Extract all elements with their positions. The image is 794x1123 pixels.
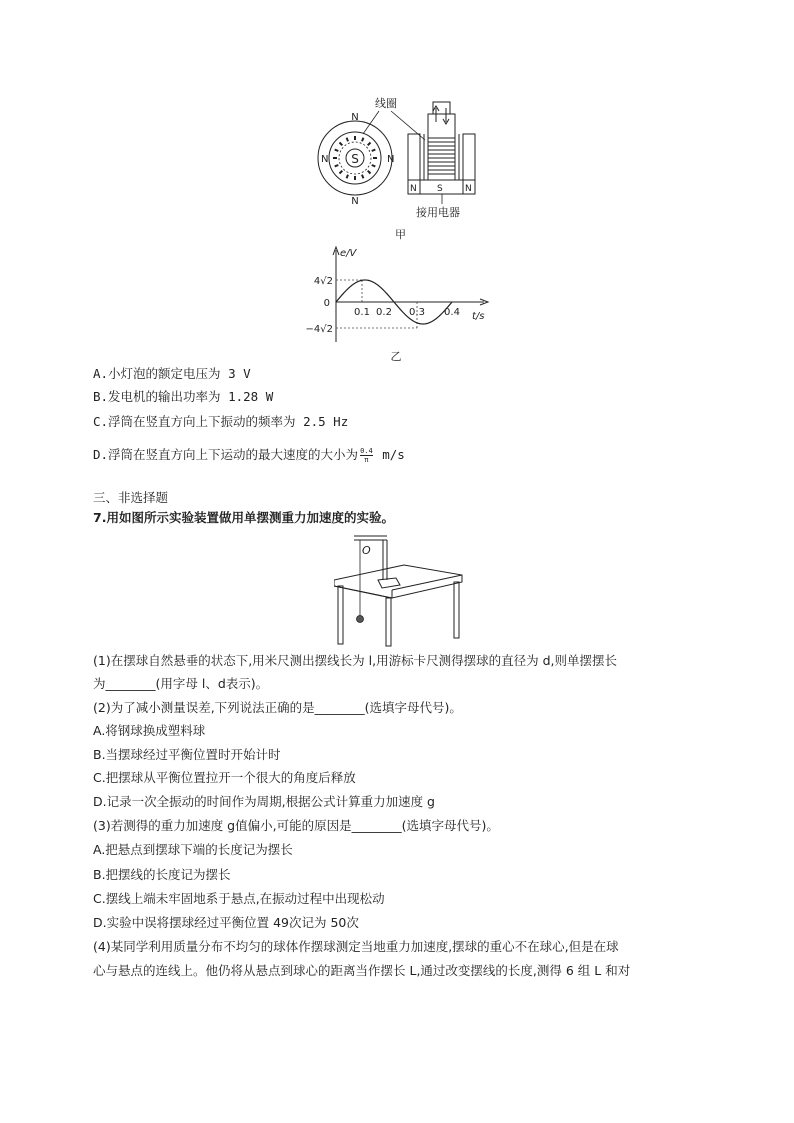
option-6-a: A.小灯泡的额定电压为 3 V (93, 366, 251, 381)
q7-part3-option-d: D.实验中误将摆球经过平衡位置 49次记为 50次 (93, 915, 359, 930)
y-axis-label: e/V (340, 248, 357, 259)
figure-jia (315, 92, 495, 242)
q7-part4-line2: 心与悬点的连线上。他仍将从悬点到球心的距离当作摆长 L,通过改变摆线的长度,测得 6 组 L 和对 (93, 963, 631, 978)
caption-jia: 甲 (395, 228, 406, 241)
y-max-label: 4√2 (313, 276, 333, 287)
q7-part3-option-a: A.把悬点到摆球下端的长度记为摆长 (93, 842, 293, 857)
q7-part3: (3)若测得的重力加速度 g值偏小,可能的原因是________(选填字母代号)。 (93, 818, 499, 833)
motion-arrows (433, 106, 449, 124)
x-tick-label: 0.2 (376, 307, 392, 318)
section-heading: 三、非选择题 (93, 490, 169, 505)
option-6-d-fraction (360, 447, 373, 464)
stand (354, 536, 400, 588)
option-6-d-text: D.浮筒在竖直方向上下运动的最大速度的大小为 (93, 447, 359, 462)
q7-part2-option-a: A.将钢球换成塑料球 (93, 723, 206, 738)
option-6-b: B.发电机的输出功率为 1.28 W (93, 389, 274, 404)
pendulum-figure (334, 530, 464, 648)
q7-stem: 7.用如图所示实验装置做用单摆测重力加速度的实验。 (93, 510, 394, 525)
q7-part2-option-c: C.把摆球从平衡位置拉开一个很大的角度后释放 (93, 770, 356, 785)
side-view (408, 102, 475, 194)
device-label: 接用电器 (416, 206, 460, 219)
x-tick-label: 0.1 (354, 307, 370, 318)
fraction-denominator: π (364, 456, 369, 464)
caption-yi: 乙 (390, 350, 402, 363)
pole-n-left: N (321, 154, 329, 165)
coil-label: 线圈 (375, 97, 397, 110)
suspension-point-label: O (362, 544, 371, 557)
q7-part4-line1: (4)某同学利用质量分布不均匀的球体作摆球测定当地重力加速度,摆球的重心不在球心,但是在球 (93, 939, 619, 954)
q7-part2-option-b: B.当摆球经过平衡位置时开始计时 (93, 747, 281, 762)
option-6-d (93, 446, 405, 464)
x-axis-label: t/s (472, 311, 485, 322)
q7-part1-line2: 为________(用字母 l、d表示)。 (93, 676, 269, 691)
table (334, 565, 462, 646)
figure-yi (300, 242, 500, 366)
pole-s-side: S (437, 184, 443, 194)
option-6-c: C.浮筒在竖直方向上下振动的频率为 2.5 Hz (93, 414, 349, 429)
coil-windings (428, 138, 455, 174)
option-6-d-unit: m/s (382, 447, 405, 462)
pole-n-bottom: N (351, 196, 359, 207)
pole-n-side-right: N (465, 184, 472, 194)
q7-part2: (2)为了减小测量误差,下列说法正确的是________(选填字母代号)。 (93, 700, 462, 715)
x-tick-label: 0.3 (409, 307, 425, 318)
pole-s-center: S (351, 152, 359, 166)
q7-part3-option-b: B.把摆线的长度记为摆长 (93, 867, 231, 882)
pole-n-right: N (387, 154, 395, 165)
pole-n-top: N (351, 112, 359, 123)
q7-part2-option-d: D.记录一次全振动的时间作为周期,根据公式计算重力加速度 g (93, 794, 435, 809)
x-tick-label: 0.4 (444, 307, 460, 318)
y-min-label: −4√2 (305, 324, 333, 335)
pendulum-bob (357, 616, 364, 623)
q7-part3-option-c: C.摆线上端未牢固地系于悬点,在振动过程中出现松动 (93, 891, 385, 906)
origin-label: 0 (323, 298, 330, 309)
pole-n-side-left: N (410, 184, 417, 194)
q7-part1-line1: (1)在摆球自然悬垂的状态下,用米尺测出摆线长为 l,用游标卡尺测得摆球的直径为 d,则单摆摆长 (93, 653, 617, 668)
fraction-numerator: 0.4 (360, 447, 373, 455)
